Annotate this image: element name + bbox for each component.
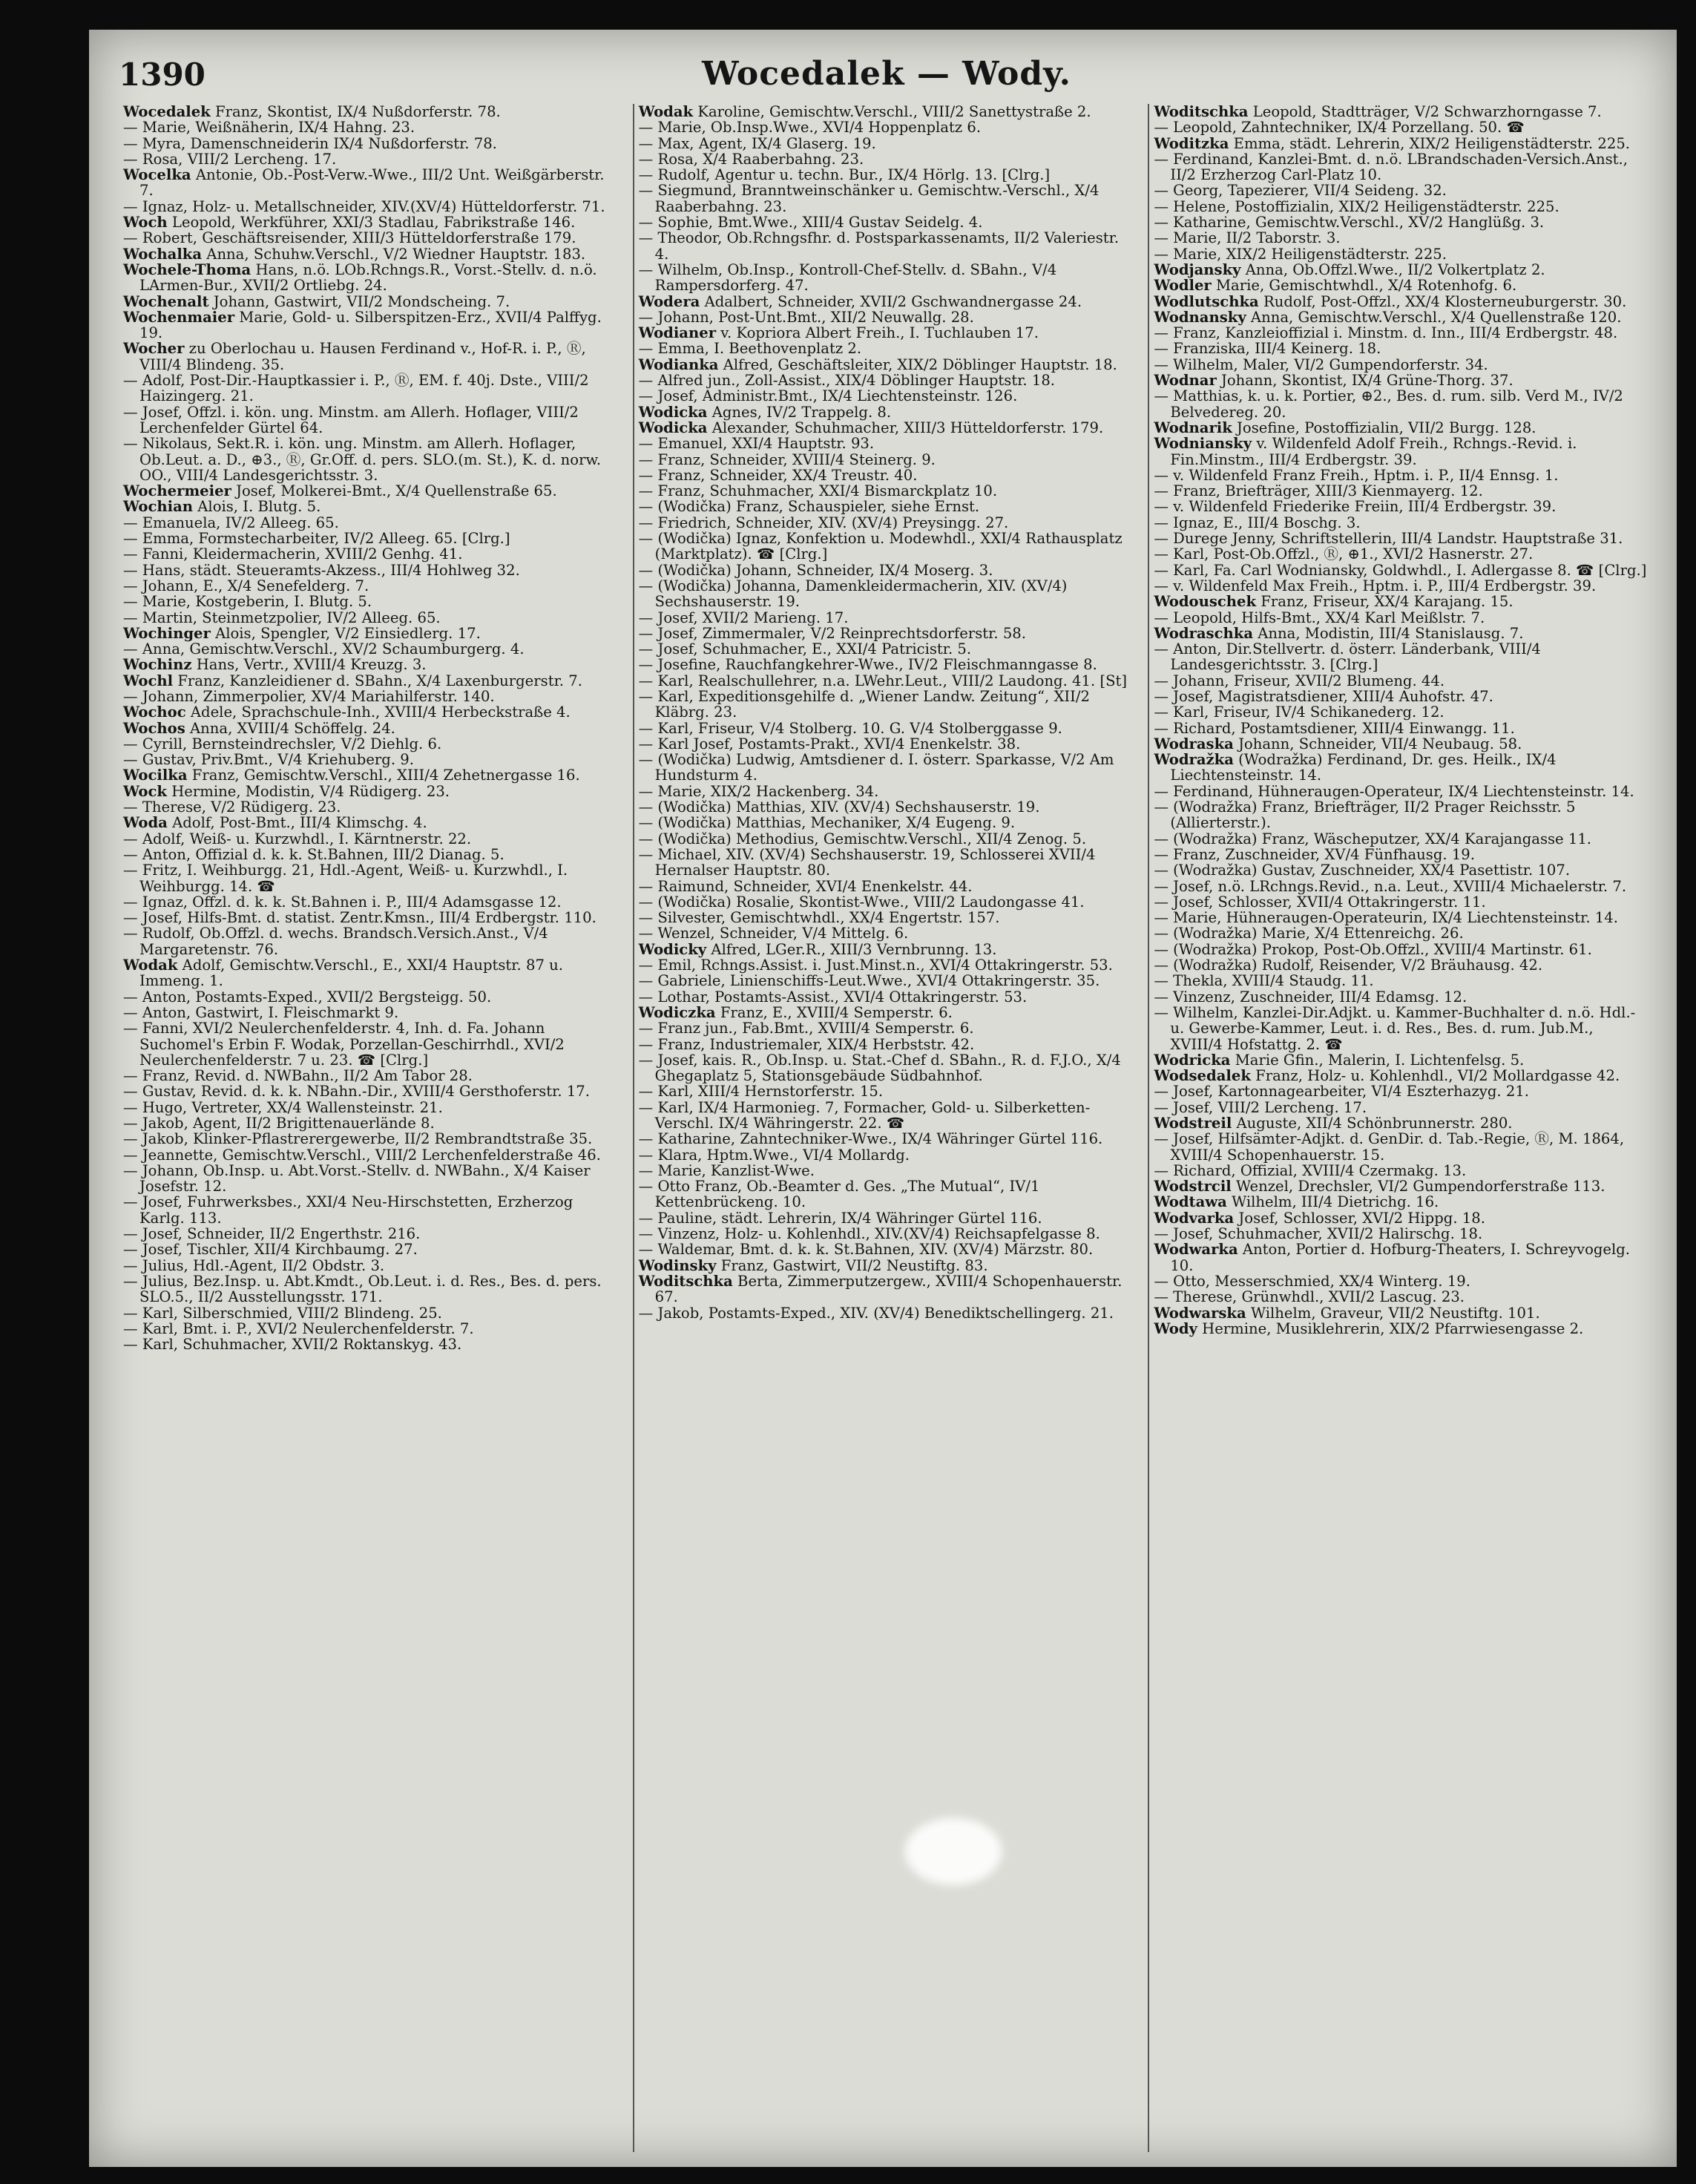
directory-entry: Wodvarka Josef, Schlosser, XVI/2 Hippg. 18.	[1154, 1209, 1485, 1227]
directory-entry: — Karl, Expeditionsgehilfe d. „Wiener Landw. Zeitung“, XII/2 Kläbrg. 23.	[638, 687, 1090, 721]
directory-entry: — Josef, Zimmermaler, V/2 Reinprechtsdorferstr. 58.	[638, 624, 1026, 642]
directory-entry: Wochenalt Johann, Gastwirt, VII/2 Mondscheing. 7.	[123, 292, 510, 310]
directory-entry: — Franz jun., Fab.Bmt., XVIII/4 Semperstr. 6.	[638, 1020, 974, 1037]
directory-entry: — Gabriele, Linienschiffs-Leut.Wwe., XVI/4 Ottakringerstr. 35.	[638, 972, 1100, 990]
directory-entry: — Klara, Hptm.Wwe., VI/4 Mollardg.	[638, 1146, 910, 1164]
directory-entry: — Matthias, k. u. k. Portier, ⊕2., Bes. d. rum. silb. Verd M., IV/2 Belvedereg. 20.	[1154, 387, 1623, 421]
directory-entry: Wochl Franz, Kanzleidiener d. SBahn., X/4 Laxenburgerstr. 7.	[123, 672, 582, 689]
directory-entry: — (Wodička) Matthias, XIV. (XV/4) Sechshauserstr. 19.	[638, 798, 1040, 816]
directory-entry: — Marie, Kostgeberin, I. Blutg. 5.	[123, 593, 372, 611]
directory-entry: — Franz, Kanzleioffizial i. Minstm. d. Inn., III/4 Erdbergstr. 48.	[1154, 324, 1618, 342]
column-2	[633, 104, 1140, 2152]
directory-entry: — Ignaz, E., III/4 Boschg. 3.	[1154, 514, 1361, 531]
directory-entry: Wodicka Agnes, IV/2 Trappelg. 8.	[638, 403, 892, 421]
directory-entry: — Karl, XIII/4 Hernstorferstr. 15.	[638, 1083, 884, 1101]
directory-entry: — Jakob, Postamts-Exped., XIV. (XV/4) Benediktschellingerg. 21.	[638, 1304, 1114, 1322]
directory-entry: Wodera Adalbert, Schneider, XVII/2 Gschwandnergasse 24.	[638, 292, 1082, 310]
directory-entry: — v. Wildenfeld Max Freih., Hptm. i. P., III/4 Erdbergstr. 39.	[1154, 577, 1597, 594]
directory-entry: — Emanuela, IV/2 Alleeg. 65.	[123, 514, 339, 531]
directory-entry: — (Wodička) Johann, Schneider, IX/4 Moserg. 3.	[638, 561, 993, 579]
directory-entry: — Fanni, XVI/2 Neulerchenfelderstr. 4, Inh. d. Fa. Johann Suchomel's Erbin F. Wodak, Porzellan-Geschirrhdl., XVI/2 Neulerchenfelderstr. 7 u. 23. ☎ [Clrg.]	[123, 1020, 565, 1069]
directory-entry: Woch Leopold, Werkführer, XXI/3 Stadlau, Fabrikstraße 146.	[123, 214, 576, 232]
directory-entry: — Pauline, städt. Lehrerin, IX/4 Währinger Gürtel 116.	[638, 1209, 1042, 1227]
directory-entry: — Katharine, Gemischtw.Verschl., XV/2 Hanglüßg. 3.	[1154, 214, 1545, 232]
directory-entry: — Wilhelm, Ob.Insp., Kontroll-Chef-Stellv. d. SBahn., V/4 Rampersdorferg. 47.	[638, 260, 1057, 295]
directory-entry: — Wilhelm, Maler, VI/2 Gumpendorferstr. 34.	[1154, 355, 1488, 373]
directory-entry: — Siegmund, Branntweinschänker u. Gemischtw.-Verschl., X/4 Raaberbahng. 23.	[638, 182, 1100, 215]
directory-entry: Woditzka Emma, städt. Lehrerin, XIX/2 Heiligenstädterstr. 225.	[1154, 134, 1631, 152]
directory-entry: — (Wodička) Ludwig, Amtsdiener d. I. österr. Sparkasse, V/2 Am Hundsturm 4.	[638, 751, 1114, 784]
directory-entry: — Josef, VIII/2 Lercheng. 17.	[1154, 1098, 1367, 1116]
directory-entry: — Ignaz, Offzl. d. k. k. St.Bahnen i. P., III/4 Adamsgasse 12.	[123, 893, 562, 911]
directory-entry: Wodnansky Anna, Gemischtw.Verschl., X/4 Quellenstraße 120.	[1154, 308, 1622, 326]
directory-entry: Wock Hermine, Modistin, V/4 Rüdigerg. 23.	[123, 782, 450, 800]
directory-entry: — Vinzenz, Zuschneider, III/4 Edamsg. 12.	[1154, 988, 1467, 1006]
directory-entry: Wodstreil Auguste, XII/4 Schönbrunnerstr. 280.	[1154, 1115, 1513, 1132]
directory-entry: Wodouschek Franz, Friseur, XX/4 Karajang. 15.	[1154, 593, 1513, 611]
directory-entry: — Vinzenz, Holz- u. Kohlenhdl., XIV.(XV/4) Reichsapfelgasse 8.	[638, 1225, 1100, 1243]
directory-entry: — Josef, Administr.Bmt., IX/4 Liechtensteinstr. 126.	[638, 387, 1018, 405]
page-number: 1390	[119, 56, 206, 93]
directory-entry: — Johann, E., X/4 Senefelderg. 7.	[123, 577, 369, 594]
directory-entry: Wodnarik Josefine, Postoffizialin, VII/2 Burgg. 128.	[1154, 419, 1536, 436]
directory-entry: — Wenzel, Schneider, V/4 Mittelg. 6.	[638, 925, 909, 942]
directory-entry: Wodraska Johann, Schneider, VII/4 Neubaug. 58.	[1154, 735, 1522, 752]
directory-entry: — v. Wildenfeld Friederike Freiin, III/4 Erdbergstr. 39.	[1154, 498, 1557, 516]
directory-entry: — Cyrill, Bernsteindrechsler, V/2 Diehlg. 6.	[123, 735, 442, 752]
directory-entry: Wodwarska Wilhelm, Graveur, VII/2 Neustiftg. 101.	[1154, 1304, 1540, 1322]
directory-entry: Woda Adolf, Post-Bmt., III/4 Klimschg. 4.	[123, 814, 427, 832]
directory-entry: — Lothar, Postamts-Assist., XVI/4 Ottakringerstr. 53.	[638, 988, 1028, 1006]
directory-entry: — Josef, Schuhmacher, XVII/2 Halirschg. 18.	[1154, 1225, 1483, 1243]
directory-entry: Wodsedalek Franz, Holz- u. Kohlenhdl., VI/2 Mollardgasse 42.	[1154, 1067, 1620, 1085]
directory-entry: — Karl, Fa. Carl Wodniansky, Goldwhdl., I. Adlergasse 8. ☎ [Clrg.]	[1154, 561, 1647, 579]
directory-entry: — Marie, Weißnäherin, IX/4 Hahng. 23.	[123, 119, 415, 137]
directory-entry: — Waldemar, Bmt. d. k. k. St.Bahnen, XIV. (XV/4) Märzstr. 80.	[638, 1241, 1094, 1259]
directory-entry: Wody Hermine, Musiklehrerin, XIX/2 Pfarrwiesengasse 2.	[1154, 1319, 1584, 1337]
directory-entry: Wochian Alois, I. Blutg. 5.	[123, 498, 321, 516]
directory-entry: Woditschka Berta, Zimmerputzergew., XVIII/4 Schopenhauerstr. 67.	[638, 1272, 1123, 1306]
directory-entry: — Fritz, I. Weihburgg. 21, Hdl.-Agent, Weiß- u. Kurzwhdl., I. Weihburgg. 14. ☎	[123, 862, 568, 895]
directory-entry: — Josef, Hilfs-Bmt. d. statist. Zentr.Kmsn., III/4 Erdbergstr. 110.	[123, 909, 596, 927]
directory-entry: — Josef, Kartonnagearbeiter, VI/4 Eszterhazyg. 21.	[1154, 1083, 1530, 1101]
directory-entry: — Rosa, X/4 Raaberbahng. 23.	[638, 150, 864, 168]
directory-entry: — Marie, II/2 Taborstr. 3.	[1154, 229, 1341, 247]
directory-entry: Wocilka Franz, Gemischtw.Verschl., XIII/4 Zehetnergasse 16.	[123, 767, 580, 784]
directory-entry: Wochoc Adele, Sprachschule-Inh., XVIII/4 Herbeckstraße 4.	[123, 704, 571, 721]
directory-entry: — Josef, kais. R., Ob.Insp. u. Stat.-Chef d. SBahn., R. d. F.J.O., X/4 Ghegaplatz 5, Stationsgebäude Südbahnhof.	[638, 1051, 1121, 1085]
directory-entry: — v. Wildenfeld Franz Freih., Hptm. i. P., II/4 Ennsg. 1.	[1154, 466, 1559, 484]
directory-columns	[119, 104, 1654, 2152]
directory-entry: — Michael, XIV. (XV/4) Sechshauserstr. 19, Schlosserei XVII/4 Hernalser Hauptstr. 80.	[638, 845, 1096, 879]
directory-entry: — (Wodražka) Marie, X/4 Ettenreichg. 26.	[1154, 925, 1464, 942]
directory-entry: — Durege Jenny, Schriftstellerin, III/4 Landstr. Hauptstraße 31.	[1154, 530, 1623, 548]
directory-entry: — Sophie, Bmt.Wwe., XIII/4 Gustav Seidelg. 4.	[638, 214, 983, 232]
directory-entry: — Richard, Offizial, XVIII/4 Czermakg. 13.	[1154, 1161, 1467, 1179]
directory-entry: — Katharine, Zahntechniker-Wwe., IX/4 Währinger Gürtel 116.	[638, 1130, 1103, 1148]
directory-entry: — Therese, Grünwhdl., XVII/2 Lascug. 23.	[1154, 1288, 1465, 1306]
directory-entry: — Emil, Rchngs.Assist. i. Just.Minst.n., XVI/4 Ottakringerstr. 53.	[638, 957, 1113, 974]
directory-entry: — Martin, Steinmetzpolier, IV/2 Alleeg. 65.	[123, 609, 441, 626]
directory-entry: Wochos Anna, XVIII/4 Schöffelg. 24.	[123, 719, 395, 737]
directory-entry: Wocelka Antonie, Ob.-Post-Verw.-Wwe., III/2 Unt. Weißgärberstr. 7.	[123, 166, 605, 200]
directory-entry: — Myra, Damenschneiderin IX/4 Nußdorferstr. 78.	[123, 134, 497, 152]
directory-entry: Wochenmaier Marie, Gold- u. Silberspitzen-Erz., XVII/4 Palffyg. 19.	[123, 308, 602, 342]
directory-entry: Wochele-Thoma Hans, n.ö. LOb.Rchngs.R., Vorst.-Stellv. d. n.ö. LArmen-Bur., XVII/2 Ortliebg. 24.	[123, 260, 597, 295]
directory-entry: — Ignaz, Holz- u. Metallschneider, XIV.(XV/4) Hütteldorferstr. 71.	[123, 197, 605, 215]
directory-entry: — (Wodražka) Gustav, Zuschneider, XX/4 Pasettistr. 107.	[1154, 862, 1571, 879]
directory-entry: — Raimund, Schneider, XVI/4 Enenkelstr. 44.	[638, 877, 973, 895]
column-1	[119, 104, 624, 2152]
directory-entry: — Josef, Schneider, II/2 Engerthstr. 216.	[123, 1225, 421, 1243]
directory-entry: — Franz, Zuschneider, XV/4 Fünfhausg. 19.	[1154, 845, 1475, 863]
directory-entry: — Franz, Schneider, XVIII/4 Steinerg. 9.	[638, 450, 936, 468]
directory-entry: — (Wodražka) Prokop, Post-Ob.Offzl., XVIII/4 Martinstr. 61.	[1154, 940, 1592, 958]
directory-entry: — Josef, n.ö. LRchngs.Revid., n.a. Leut., XVIII/4 Michaelerstr. 7.	[1154, 877, 1627, 895]
directory-entry: — Josef, Schuhmacher, E., XXI/4 Patricistr. 5.	[638, 640, 972, 658]
directory-entry: — Nikolaus, Sekt.R. i. kön. ung. Minstm. am Allerh. Hoflager, Ob.Leut. a. D., ⊕3., Ⓡ, Gr.Off. d. pers. SLO.(m. St.), K. d. norw. OO., VIII/4 Landesgerichtsstr. 3.	[123, 435, 602, 484]
directory-entry: Wodstrcil Wenzel, Drechsler, VI/2 Gumpendorferstraße 113.	[1154, 1178, 1605, 1196]
directory-entry: — Georg, Tapezierer, VII/4 Seideng. 32.	[1154, 182, 1447, 200]
directory-entry: — Karl, Post-Ob.Offzl., Ⓡ, ⊕1., XVI/2 Hasnerstr. 27.	[1154, 545, 1534, 563]
directory-entry: — Leopold, Zahntechniker, IX/4 Porzellang. 50. ☎	[1154, 119, 1525, 137]
directory-entry: — Johann, Friseur, XVII/2 Blumeng. 44.	[1154, 672, 1445, 689]
directory-entry: — Josef, XVII/2 Marieng. 17.	[638, 609, 849, 626]
directory-entry: — Johann, Post-Unt.Bmt., XII/2 Neuwallg. 28.	[638, 308, 974, 326]
directory-entry: — Marie, Hühneraugen-Operateurin, IX/4 Liechtensteinstr. 14.	[1154, 909, 1618, 927]
directory-entry: — (Wodička) Ignaz, Konfektion u. Modewhdl., XXI/4 Rathausplatz (Marktplatz). ☎ [Clrg.]	[638, 530, 1123, 563]
directory-entry: — Emma, Formstecharbeiter, IV/2 Alleeg. 65. [Clrg.]	[123, 530, 510, 548]
directory-entry: — Emma, I. Beethovenplatz 2.	[638, 340, 862, 358]
directory-entry: — Karl, Bmt. i. P., XVI/2 Neulerchenfelderstr. 7.	[123, 1319, 474, 1337]
directory-entry: Wodicka Alexander, Schuhmacher, XIII/3 Hütteldorferstr. 179.	[638, 419, 1104, 436]
directory-entry: Wodtawa Wilhelm, III/4 Dietrichg. 16.	[1154, 1193, 1439, 1211]
directory-entry: — Friedrich, Schneider, XIV. (XV/4) Preysingg. 27.	[638, 514, 1009, 531]
directory-entry: — Jakob, Klinker-Pflastrerergewerbe, II/2 Rembrandtstraße 35.	[123, 1130, 593, 1148]
directory-entry: — Marie, Ob.Insp.Wwe., XVI/4 Hoppenplatz 6.	[638, 119, 982, 137]
running-head: Wocedalek — Wody.	[702, 55, 1071, 93]
directory-entry: — Rudolf, Agentur u. techn. Bur., IX/4 Hörlg. 13. [Clrg.]	[638, 166, 1051, 184]
directory-entry: — Franz, Schneider, XX/4 Treustr. 40.	[638, 466, 918, 484]
directory-entry: — Franz, Schuhmacher, XXI/4 Bismarckplatz 10.	[638, 482, 998, 500]
directory-entry: — Marie, XIX/2 Hackenberg. 34.	[638, 782, 879, 800]
directory-entry: Wodricka Marie Gfin., Malerin, I. Lichtenfelsg. 5.	[1154, 1051, 1525, 1069]
directory-entry: — (Wodička) Methodius, Gemischtw.Verschl., XII/4 Zenog. 5.	[638, 830, 1087, 847]
directory-entry: Wochinz Hans, Vertr., XVIII/4 Kreuzg. 3.	[123, 656, 427, 674]
directory-entry: — Fanni, Kleidermacherin, XVIII/2 Genhg. 41.	[123, 545, 463, 563]
directory-entry: — Johann, Ob.Insp. u. Abt.Vorst.-Stellv. d. NWBahn., X/4 Kaiser Josefstr. 12.	[123, 1161, 591, 1196]
directory-entry: — Karl, Friseur, V/4 Stolberg. 10. G. V/4 Stolberggasse 9.	[638, 719, 1062, 737]
directory-entry: — Anton, Gastwirt, I. Fleischmarkt 9.	[123, 1003, 399, 1021]
directory-entry: — Leopold, Hilfs-Bmt., XX/4 Karl Meißlstr. 7.	[1154, 609, 1485, 626]
directory-page	[89, 30, 1677, 2167]
directory-entry: — Johann, Zimmerpolier, XV/4 Mariahilferstr. 140.	[123, 687, 495, 705]
directory-entry: Wocher zu Oberlochau u. Hausen Ferdinand v., Hof-R. i. P., Ⓡ, VIII/4 Blindeng. 35.	[123, 340, 586, 373]
directory-entry: Wodak Karoline, Gemischtw.Verschl., VIII/2 Sanettystraße 2.	[638, 104, 1091, 120]
directory-entry: — Josef, Hilfsämter-Adjkt. d. GenDir. d. Tab.-Regie, Ⓡ, M. 1864, XVIII/4 Schopenhauerstr. 15.	[1154, 1130, 1625, 1164]
directory-entry: — Karl, Silberschmied, VIII/2 Blindeng. 25.	[123, 1304, 442, 1322]
directory-entry: — (Wodička) Franz, Schauspieler, siehe Ernst.	[638, 498, 980, 516]
directory-entry: Wodražka (Wodražka) Ferdinand, Dr. ges. Heilk., IX/4 Liechtensteinstr. 14.	[1154, 751, 1557, 784]
directory-entry: — Franz, Industriemaler, XIX/4 Herbststr. 42.	[638, 1035, 975, 1053]
directory-entry: — Anton, Postamts-Exped., XVII/2 Bergsteigg. 50.	[123, 988, 492, 1006]
directory-entry: — Max, Agent, IX/4 Glaserg. 19.	[638, 134, 876, 152]
directory-entry: — Silvester, Gemischtwhdl., XX/4 Engertstr. 157.	[638, 909, 1000, 927]
directory-entry: — Rudolf, Ob.Offzl. d. wechs. Brandsch.Versich.Anst., V/4 Margaretenstr. 76.	[123, 925, 548, 958]
directory-entry: Wodiczka Franz, E., XVIII/4 Semperstr. 6.	[638, 1003, 953, 1021]
directory-entry: — Franz, Briefträger, XIII/3 Kienmayerg. 12.	[1154, 482, 1483, 500]
directory-entry: — Karl, Friseur, IV/4 Schikanederg. 12.	[1154, 704, 1444, 721]
directory-entry: Wodicky Alfred, LGer.R., XIII/3 Vernbrunng. 13.	[638, 940, 997, 958]
column-3	[1148, 104, 1654, 2152]
directory-entry: Wochinger Alois, Spengler, V/2 Einsiedlerg. 17.	[123, 624, 481, 642]
directory-entry: — Otto Franz, Ob.-Beamter d. Ges. „The Mutual“, IV/1 Kettenbrückeng. 10.	[638, 1178, 1040, 1211]
directory-entry: — Helene, Postoffizialin, XIX/2 Heiligenstädterstr. 225.	[1154, 197, 1559, 215]
directory-entry: — Josef, Offzl. i. kön. ung. Minstm. am Allerh. Hoflager, VIII/2 Lerchenfelder Gürtel 64.	[123, 403, 579, 436]
directory-entry: — Gustav, Revid. d. k. k. NBahn.-Dir., XVIII/4 Gersthoferstr. 17.	[123, 1083, 590, 1101]
directory-entry: Wodlutschka Rudolf, Post-Offzl., XX/4 Klosterneuburgerstr. 30.	[1154, 292, 1627, 310]
directory-entry: — Hans, städt. Steueramts-Akzess., III/4 Hohlweg 32.	[123, 561, 520, 579]
directory-entry: — Julius, Bez.Insp. u. Abt.Kmdt., Ob.Leut. i. d. Res., Bes. d. pers. SLO.5., II/2 Ausstellungsstr. 171.	[123, 1272, 602, 1306]
directory-entry: — Therese, V/2 Rüdigerg. 23.	[123, 798, 341, 816]
directory-entry: — Wilhelm, Kanzlei-Dir.Adjkt. u. Kammer-Buchhalter d. n.ö. Hdl.- u. Gewerbe-Kammer, Leut. i. d. Res., Bes. d. rum. Jub.M., XVIII/4 Hofstattg. 2. ☎	[1154, 1003, 1636, 1053]
directory-entry: — Otto, Messerschmied, XX/4 Winterg. 19.	[1154, 1272, 1470, 1290]
directory-entry: Wodnar Johann, Skontist, IX/4 Grüne-Thorg. 37.	[1154, 372, 1513, 390]
directory-entry: Woditschka Leopold, Stadtträger, V/2 Schwarzhorngasse 7.	[1154, 104, 1602, 120]
directory-entry: — Ferdinand, Hühneraugen-Operateur, IX/4 Liechtensteinstr. 14.	[1154, 782, 1634, 800]
directory-entry: — Franziska, III/4 Keinerg. 18.	[1154, 340, 1381, 358]
directory-entry: — Anna, Gemischtw.Verschl., XV/2 Schaumburgerg. 4.	[123, 640, 525, 658]
directory-entry: Wodinsky Franz, Gastwirt, VII/2 Neustiftg. 83.	[638, 1256, 988, 1274]
directory-entry: — Thekla, XVIII/4 Staudg. 11.	[1154, 972, 1374, 990]
directory-entry: — Josef, Magistratsdiener, XIII/4 Auhofstr. 47.	[1154, 687, 1493, 705]
directory-entry: — Karl, Schuhmacher, XVII/2 Roktanskyg. 43.	[123, 1336, 462, 1354]
directory-entry: — (Wodražka) Rudolf, Reisender, V/2 Bräuhausg. 42.	[1154, 957, 1543, 974]
directory-entry: — Hugo, Vertreter, XX/4 Wallensteinstr. 21.	[123, 1098, 443, 1116]
directory-entry: Wodak Adolf, Gemischtw.Verschl., E., XXI/4 Hauptstr. 87 u. Immeng. 1.	[123, 957, 563, 990]
directory-entry: Wochermeier Josef, Molkerei-Bmt., X/4 Quellenstraße 65.	[123, 482, 557, 500]
directory-entry: — Jeannette, Gemischtw.Verschl., VIII/2 Lerchenfelderstraße 46.	[123, 1146, 601, 1164]
directory-entry: — (Wodička) Johanna, Damenkleidermacherin, XIV. (XV/4) Sechshauserstr. 19.	[638, 577, 1068, 611]
directory-entry: — Karl, Realschullehrer, n.a. LWehr.Leut., VIII/2 Laudong. 41. [St]	[638, 672, 1128, 689]
directory-entry: — Richard, Postamtsdiener, XIII/4 Einwangg. 11.	[1154, 719, 1515, 737]
directory-entry: — Josefine, Rauchfangkehrer-Wwe., IV/2 Fleischmanngasse 8.	[638, 656, 1097, 674]
directory-entry: — Gustav, Priv.Bmt., V/4 Kriehuberg. 9.	[123, 751, 414, 769]
directory-entry: — (Wodražka) Franz, Briefträger, II/2 Prager Reichsstr. 5 (Allierterstr.).	[1154, 798, 1576, 832]
directory-entry: — Josef, Schlosser, XVII/4 Ottakringerstr. 11.	[1154, 893, 1486, 911]
directory-entry: — Franz, Revid. d. NWBahn., II/2 Am Tabor 28.	[123, 1067, 473, 1085]
directory-entry: — Marie, Kanzlist-Wwe.	[638, 1161, 815, 1179]
directory-entry: — (Wodražka) Franz, Wäscheputzer, XX/4 Karajangasse 11.	[1154, 830, 1592, 847]
directory-entry: Wocedalek Franz, Skontist, IX/4 Nußdorferstr. 78.	[123, 104, 501, 120]
directory-entry: — (Wodička) Matthias, Mechaniker, X/4 Eugeng. 9.	[638, 814, 1016, 832]
directory-entry: — Anton, Dir.Stellvertr. d. österr. Länderbank, VIII/4 Landesgerichtsstr. 3. [Clrg.]	[1154, 640, 1541, 674]
directory-entry: — Karl, IX/4 Harmonieg. 7, Formacher, Gold- u. Silberketten-Verschl. IX/4 Währingerstr. 22. ☎	[638, 1098, 1091, 1132]
directory-entry: — Alfred jun., Zoll-Assist., XIX/4 Döblinger Hauptstr. 18.	[638, 372, 1056, 390]
directory-entry: — Adolf, Weiß- u. Kurzwhdl., I. Kärntnerstr. 22.	[123, 830, 472, 847]
directory-entry: — Emanuel, XXI/4 Hauptstr. 93.	[638, 435, 875, 453]
directory-entry: — Karl Josef, Postamts-Prakt., XVI/4 Enenkelstr. 38.	[638, 735, 1021, 752]
directory-entry: Wodler Marie, Gemischtwhdl., X/4 Rotenhofg. 6.	[1154, 277, 1517, 295]
directory-entry: — Theodor, Ob.Rchngsfhr. d. Postsparkassenamts, II/2 Valeriestr. 4.	[638, 229, 1120, 263]
page-header	[119, 50, 1654, 102]
paper-stain	[905, 1818, 1002, 1885]
directory-entry: Wodjansky Anna, Ob.Offzl.Wwe., II/2 Volkertplatz 2.	[1154, 260, 1545, 278]
directory-entry: — Julius, Hdl.-Agent, II/2 Obdstr. 3.	[123, 1256, 385, 1274]
directory-entry: Wodianer v. Kopriora Albert Freih., I. Tuchlauben 17.	[638, 324, 1039, 342]
directory-entry: Wochalka Anna, Schuhw.Verschl., V/2 Wiedner Hauptstr. 183.	[123, 245, 586, 263]
directory-entry: Wodniansky v. Wildenfeld Adolf Freih., Rchngs.-Revid. i. Fin.Minstm., III/4 Erdbergstr. 39.	[1154, 435, 1577, 468]
directory-entry: — Ferdinand, Kanzlei-Bmt. d. n.ö. LBrandschaden-Versich.Anst., II/2 Erzherzog Carl-Platz 10.	[1154, 150, 1628, 184]
directory-entry: Wodwarka Anton, Portier d. Hofburg-Theaters, I. Schreyvogelg. 10.	[1154, 1241, 1631, 1274]
directory-entry: — Jakob, Agent, II/2 Brigittenauerlände 8.	[123, 1115, 435, 1132]
directory-entry: — Anton, Offizial d. k. k. St.Bahnen, III/2 Dianag. 5.	[123, 845, 504, 863]
directory-entry: — Josef, Fuhrwerksbes., XXI/4 Neu-Hirschstetten, Erzherzog Karlg. 113.	[123, 1193, 573, 1227]
directory-entry: — Marie, XIX/2 Heiligenstädterstr. 225.	[1154, 245, 1447, 263]
directory-entry: — Robert, Geschäftsreisender, XIII/3 Hütteldorferstraße 179.	[123, 229, 576, 247]
directory-entry: — Josef, Tischler, XII/4 Kirchbaumg. 27.	[123, 1241, 418, 1259]
directory-entry: — Rosa, VIII/2 Lercheng. 17.	[123, 150, 337, 168]
directory-entry: Wodraschka Anna, Modistin, III/4 Stanislausg. 7.	[1154, 624, 1524, 642]
directory-entry: Wodianka Alfred, Geschäftsleiter, XIX/2 Döblinger Hauptstr. 18.	[638, 355, 1117, 373]
directory-entry: — (Wodička) Rosalie, Skontist-Wwe., VIII/2 Laudongasse 41.	[638, 893, 1085, 911]
directory-entry: — Adolf, Post-Dir.-Hauptkassier i. P., Ⓡ, EM. f. 40j. Dste., VIII/2 Haizingerg. 21.	[123, 372, 589, 405]
